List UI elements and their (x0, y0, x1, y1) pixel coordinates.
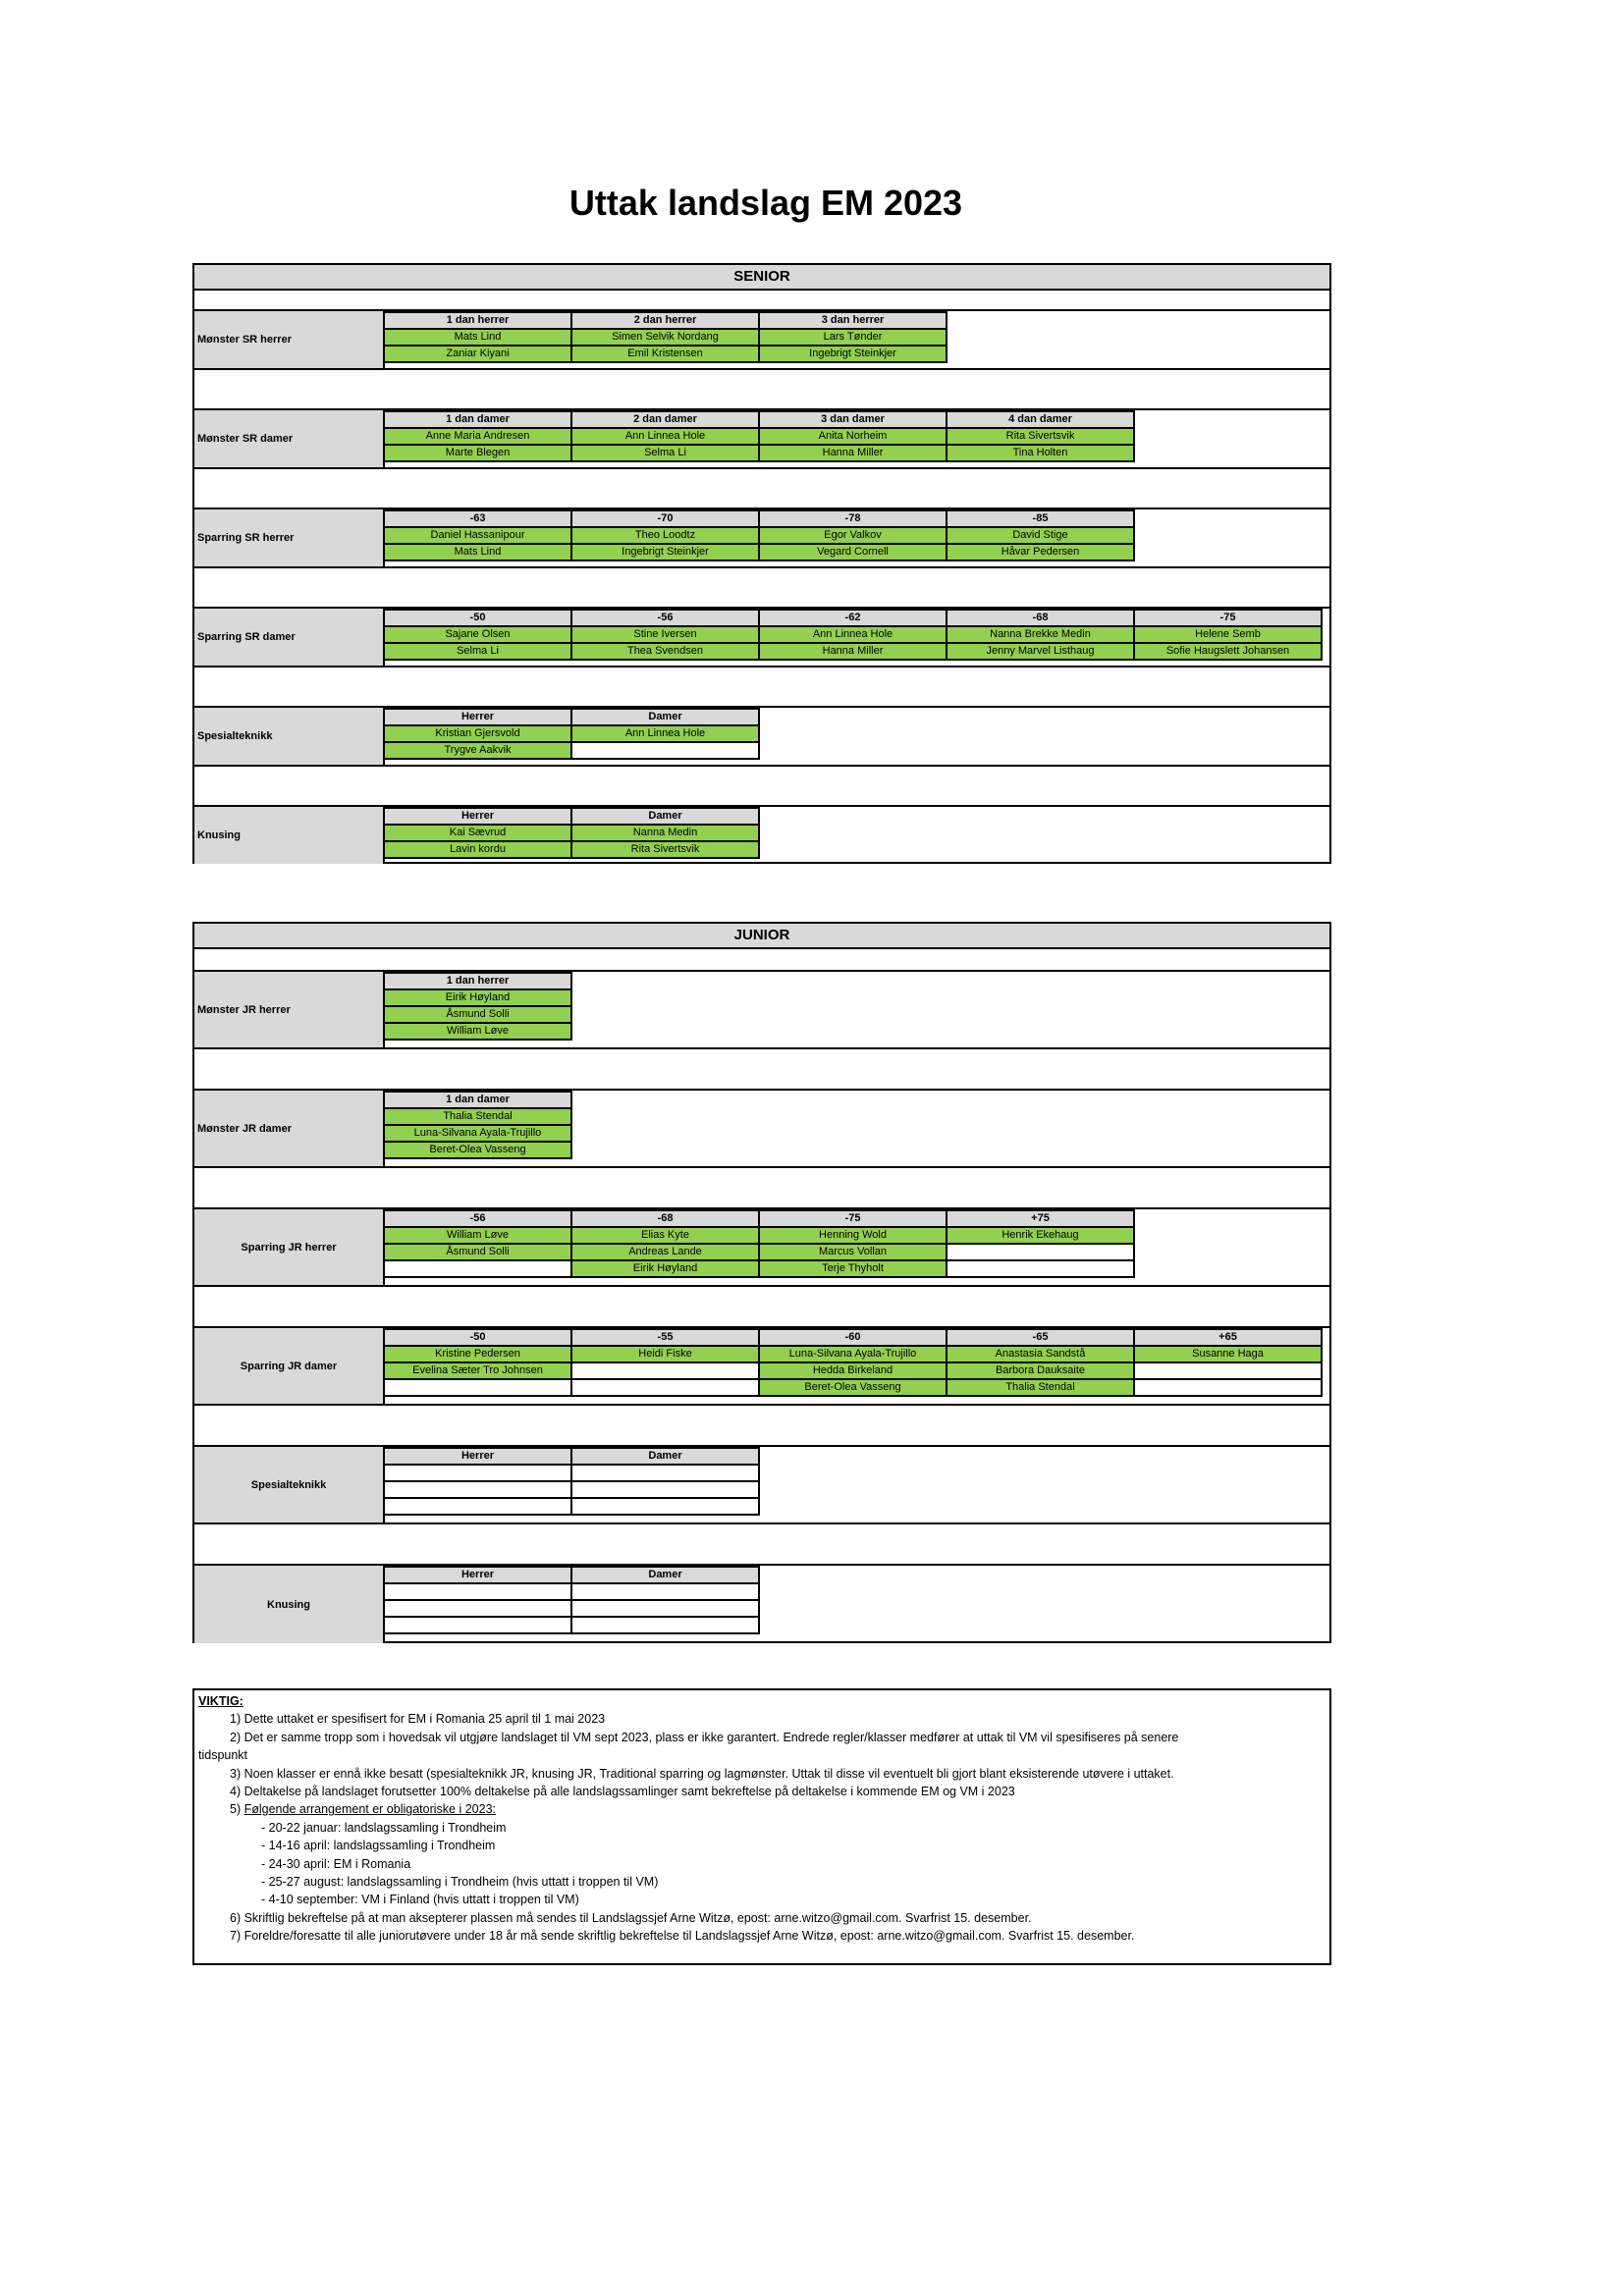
group-label: Knusing (194, 1566, 385, 1643)
column-header: 3 dan damer (759, 411, 947, 428)
group-table (383, 1209, 1135, 1278)
group-label: Sparring SR damer (194, 609, 385, 666)
group-sparring-jr-herrer (194, 1207, 1329, 1287)
athlete-cell: Henrik Ekehaug (947, 1227, 1134, 1244)
athlete-cell: Daniel Hassanipour (384, 527, 571, 544)
athlete-cell: Anita Norheim (759, 428, 947, 445)
column-header: Herrer (384, 1448, 571, 1465)
athlete-cell: Evelina Sæter Tro Johnsen (384, 1362, 571, 1379)
group-label: Mønster SR herrer (194, 311, 385, 368)
athlete-cell: Hedda Birkeland (759, 1362, 947, 1379)
column-header: -56 (384, 1210, 571, 1227)
athlete-cell: Rita Sivertsvik (947, 428, 1134, 445)
column-header: 2 dan damer (571, 411, 759, 428)
note-3: 3) Noen klasser er ennå ikke besatt (spesialteknikk JR, knusing JR, Traditional sparring og lagmønster. Uttak til disse vil eventuelt bli gjort blant eksisterende utøvere i uttaket. (230, 1766, 1174, 1781)
athlete-cell: David Stige (947, 527, 1134, 544)
athlete-cell: Mats Lind (384, 544, 571, 561)
group-label: Spesialteknikk (194, 1447, 385, 1522)
athlete-cell: Anne Maria Andresen (384, 428, 571, 445)
empty-cell (571, 1498, 759, 1515)
empty-cell (571, 1481, 759, 1498)
note-1: 1) Dette uttaket er spesifisert for EM i Romania 25 april til 1 mai 2023 (230, 1712, 606, 1727)
athlete-cell: Luna-Silvana Ayala-Trujillo (384, 1125, 571, 1142)
note-6: 6) Skriftlig bekreftelse på at man aksepterer plassen må sendes til Landslagssjef Arne Witzø, epost: arne.witzo@gmail.com. Svarfrist 15. desember. (230, 1910, 1032, 1925)
note-5 (198, 1800, 1326, 1818)
group-table (383, 509, 1135, 561)
group-table (383, 708, 760, 760)
athlete-cell: William Løve (384, 1023, 571, 1040)
column-header: -75 (1134, 610, 1322, 626)
group-label: Mønster JR herrer (194, 972, 385, 1047)
athlete-cell: Thalia Stendal (384, 1108, 571, 1125)
note-2-continuation: tidspunkt (198, 1748, 248, 1763)
junior-heading: JUNIOR (194, 924, 1329, 949)
athlete-cell: Stine Iversen (571, 626, 759, 643)
group-monster-sr-herrer (194, 309, 1329, 370)
group-table (383, 972, 572, 1041)
empty-cell (384, 1498, 571, 1515)
athlete-cell: Elias Kyte (571, 1227, 759, 1244)
event-item: - 20-22 januar: landslagssamling i Trondheim (261, 1820, 507, 1835)
group-table (383, 1091, 572, 1159)
group-table (383, 410, 1135, 462)
empty-cell (384, 1379, 571, 1396)
athlete-cell: Hanna Miller (759, 643, 947, 660)
column-header: 1 dan damer (384, 411, 571, 428)
empty-cell (571, 1617, 759, 1633)
athlete-cell: Ingebrigt Steinkjer (571, 544, 759, 561)
column-header: 3 dan herrer (759, 312, 947, 329)
column-header: -55 (571, 1329, 759, 1346)
column-header: -50 (384, 610, 571, 626)
athlete-cell: Simen Selvik Nordang (571, 329, 759, 346)
group-table (383, 609, 1323, 661)
column-header: -75 (759, 1210, 947, 1227)
column-header: Herrer (384, 808, 571, 825)
group-sparring-sr-herrer (194, 507, 1329, 568)
column-header: Herrer (384, 709, 571, 725)
athlete-cell: Terje Thyholt (759, 1260, 947, 1277)
athlete-cell: Luna-Silvana Ayala-Trujillo (759, 1346, 947, 1362)
group-spesialteknikk-sr (194, 706, 1329, 767)
column-header: -50 (384, 1329, 571, 1346)
event-item: - 14-16 april: landslagssamling i Trondheim (261, 1839, 496, 1853)
group-label: Sparring JR damer (194, 1328, 385, 1404)
empty-cell (384, 1600, 571, 1617)
empty-cell (947, 1244, 1134, 1260)
senior-section (192, 263, 1331, 864)
junior-section (192, 922, 1331, 1643)
athlete-cell: Hanna Miller (759, 445, 947, 461)
column-header: -62 (759, 610, 947, 626)
athlete-cell: Åsmund Solli (384, 1006, 571, 1023)
athlete-cell: Emil Kristensen (571, 346, 759, 362)
group-monster-jr-herrer (194, 970, 1329, 1049)
group-label: Sparring JR herrer (194, 1209, 385, 1285)
athlete-cell: Ann Linnea Hole (571, 428, 759, 445)
event-item: - 4-10 september: VM i Finland (hvis uttatt i troppen til VM) (261, 1893, 579, 1907)
column-header: Damer (571, 1567, 759, 1583)
group-label: Knusing (194, 807, 385, 864)
athlete-cell: Rita Sivertsvik (571, 841, 759, 858)
athlete-cell: Beret-Olea Vasseng (384, 1142, 571, 1158)
note-7: 7) Foreldre/foresatte til alle juniorutøvere under 18 år må sende skriftlig bekreftelse til Landslagssjef Arne Witzø, epost: arne.witzo@gmail.com. Svarfrist 15. desember. (230, 1929, 1135, 1944)
athlete-cell: Lavin kordu (384, 841, 571, 858)
group-table (383, 1447, 760, 1516)
column-header: Damer (571, 808, 759, 825)
athlete-cell: Ann Linnea Hole (571, 725, 759, 742)
athlete-cell: Anastasia Sandstå (947, 1346, 1134, 1362)
empty-cell (384, 1481, 571, 1498)
page-title: Uttak landslag EM 2023 (568, 183, 963, 223)
athlete-cell: Nanna Medin (571, 825, 759, 841)
athlete-cell: Andreas Lande (571, 1244, 759, 1260)
athlete-cell: Tina Holten (947, 445, 1134, 461)
athlete-cell: Sajane Olsen (384, 626, 571, 643)
note-5-text: Følgende arrangement er obligatoriske i 2023: (244, 1802, 496, 1817)
empty-cell (384, 1465, 571, 1481)
empty-cell (571, 742, 759, 759)
athlete-cell: Eirik Høyland (571, 1260, 759, 1277)
empty-cell (571, 1379, 759, 1396)
column-header: +75 (947, 1210, 1134, 1227)
athlete-cell: Kai Sævrud (384, 825, 571, 841)
group-spesialteknikk-jr (194, 1445, 1329, 1524)
athlete-cell: Barbora Dauksaite (947, 1362, 1134, 1379)
note-5-number: 5) (230, 1802, 244, 1817)
empty-cell (571, 1465, 759, 1481)
note-2: 2) Det er samme tropp som i hovedsak vil utgjøre landslaget til VM sept 2023, plass er ikke garantert. Endrede regler/klasser medfører at uttak til VM vil spesifiseres på senere (230, 1730, 1179, 1744)
athlete-cell: Susanne Haga (1134, 1346, 1322, 1362)
group-knusing-jr (194, 1564, 1329, 1643)
athlete-cell: Heidi Fiske (571, 1346, 759, 1362)
group-label: Mønster JR damer (194, 1091, 385, 1166)
notes-heading: VIKTIG: (198, 1694, 244, 1708)
group-sparring-sr-damer (194, 607, 1329, 667)
empty-cell (571, 1600, 759, 1617)
event-item: - 24-30 april: EM i Romania (261, 1856, 411, 1871)
group-label: Spesialteknikk (194, 708, 385, 765)
athlete-cell: Jenny Marvel Listhaug (947, 643, 1134, 660)
athlete-cell: Trygve Aakvik (384, 742, 571, 759)
column-header: 1 dan herrer (384, 312, 571, 329)
group-sparring-jr-damer (194, 1326, 1329, 1406)
athlete-cell: Henning Wold (759, 1227, 947, 1244)
group-monster-jr-damer (194, 1089, 1329, 1168)
athlete-cell: Vegard Cornell (759, 544, 947, 561)
group-table (383, 1566, 760, 1634)
column-header: 1 dan damer (384, 1092, 571, 1108)
group-table (383, 311, 947, 363)
column-header: -60 (759, 1329, 947, 1346)
column-header: -56 (571, 610, 759, 626)
column-header: -68 (947, 610, 1134, 626)
athlete-cell: Kristine Pedersen (384, 1346, 571, 1362)
column-header: -85 (947, 510, 1134, 527)
athlete-cell: Kristian Gjersvold (384, 725, 571, 742)
empty-cell (1134, 1379, 1322, 1396)
column-header: 4 dan damer (947, 411, 1134, 428)
column-header: -68 (571, 1210, 759, 1227)
group-table (383, 1328, 1323, 1397)
empty-cell (947, 1260, 1134, 1277)
athlete-cell: Håvar Pedersen (947, 544, 1134, 561)
empty-cell (571, 1362, 759, 1379)
empty-cell (384, 1260, 571, 1277)
group-label: Mønster SR damer (194, 410, 385, 467)
group-label: Sparring SR herrer (194, 509, 385, 566)
athlete-cell: Beret-Olea Vasseng (759, 1379, 947, 1396)
athlete-cell: Zaniar Kiyani (384, 346, 571, 362)
column-header: -78 (759, 510, 947, 527)
empty-cell (1134, 1362, 1322, 1379)
column-header: 2 dan herrer (571, 312, 759, 329)
athlete-cell: Egor Valkov (759, 527, 947, 544)
column-header: -70 (571, 510, 759, 527)
athlete-cell: Ingebrigt Steinkjer (759, 346, 947, 362)
athlete-cell: Thea Svendsen (571, 643, 759, 660)
athlete-cell: Theo Loodtz (571, 527, 759, 544)
athlete-cell: Marcus Vollan (759, 1244, 947, 1260)
athlete-cell: Marte Blegen (384, 445, 571, 461)
group-monster-sr-damer (194, 408, 1329, 469)
group-knusing-sr (194, 805, 1329, 864)
event-item: - 25-27 august: landslagssamling i Trondheim (hvis uttatt i troppen til VM) (261, 1875, 659, 1890)
group-table (383, 807, 760, 859)
senior-heading: SENIOR (194, 265, 1329, 291)
athlete-cell: Thalia Stendal (947, 1379, 1134, 1396)
column-header: 1 dan herrer (384, 973, 571, 989)
column-header: Damer (571, 1448, 759, 1465)
athlete-cell: Ann Linnea Hole (759, 626, 947, 643)
note-4: 4) Deltakelse på landslaget forutsetter 100% deltakelse på alle landslagssamlinger samt bekreftelse på deltakelse i kommende EM og VM i 2023 (230, 1785, 1015, 1799)
athlete-cell: Åsmund Solli (384, 1244, 571, 1260)
athlete-cell: Nanna Brekke Medin (947, 626, 1134, 643)
athlete-cell: Lars Tønder (759, 329, 947, 346)
athlete-cell: William Løve (384, 1227, 571, 1244)
notes-box (192, 1688, 1331, 1965)
column-header: -63 (384, 510, 571, 527)
empty-cell (384, 1617, 571, 1633)
empty-cell (571, 1583, 759, 1600)
athlete-cell: Selma Li (384, 643, 571, 660)
empty-cell (384, 1583, 571, 1600)
column-header: Damer (571, 709, 759, 725)
athlete-cell: Eirik Høyland (384, 989, 571, 1006)
athlete-cell: Sofie Haugslett Johansen (1134, 643, 1322, 660)
column-header: Herrer (384, 1567, 571, 1583)
athlete-cell: Helene Semb (1134, 626, 1322, 643)
column-header: +65 (1134, 1329, 1322, 1346)
athlete-cell: Mats Lind (384, 329, 571, 346)
column-header: -65 (947, 1329, 1134, 1346)
athlete-cell: Selma Li (571, 445, 759, 461)
